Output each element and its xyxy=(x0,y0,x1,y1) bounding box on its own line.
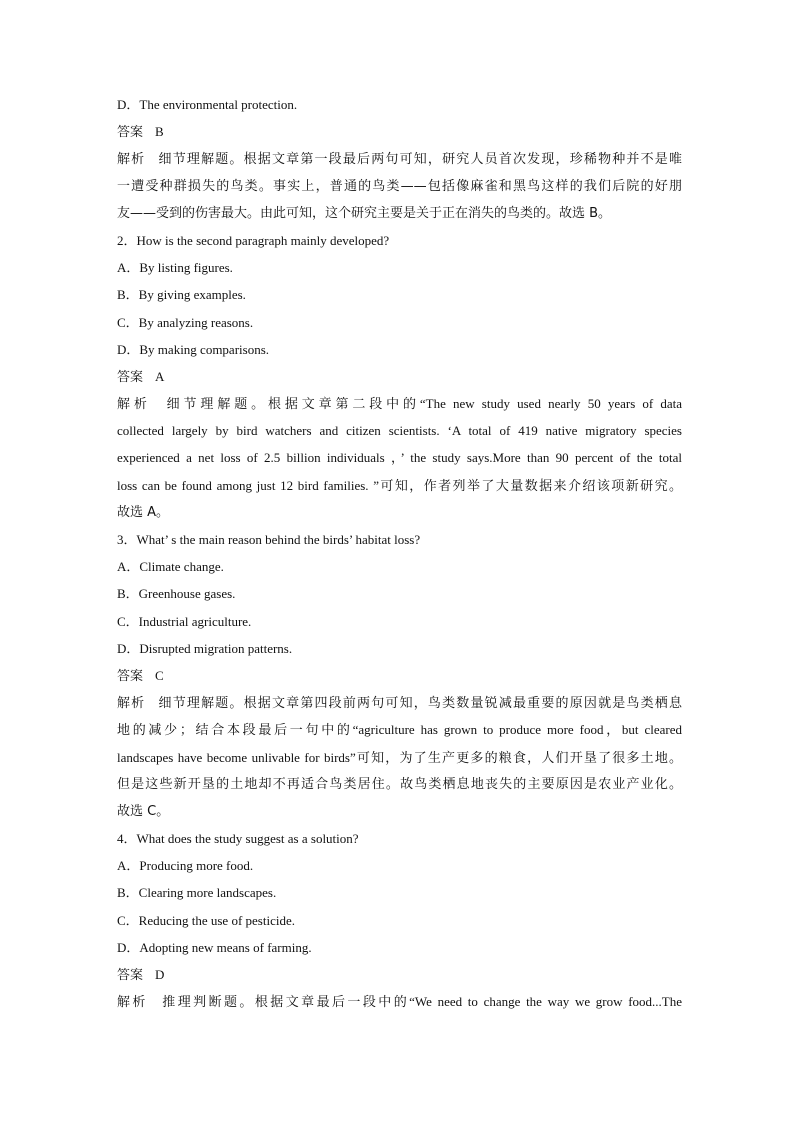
q4-option-a: A．Producing more food. xyxy=(117,858,254,874)
q2-analysis-line: experienced a net loss of 2.5 billion individuals ，’ the study says.More than 90 percent of the total xyxy=(117,450,682,466)
q3-option-c: C．Industrial agriculture. xyxy=(117,613,252,629)
q1-analysis-line: 友——受到的伤害最大。由此可知，这个研究主要是关于正在消失的鸟类的。故选 B。 xyxy=(117,205,612,221)
q2-option-a: A．By listing figures. xyxy=(117,260,233,276)
answer-value: D xyxy=(155,967,165,982)
q4-analysis-line xyxy=(117,988,682,1015)
answer-label: 答案 xyxy=(117,668,144,684)
q3-option-b: B．Greenhouse gases. xyxy=(117,586,236,602)
q4-option-d: D．Adopting new means of farming. xyxy=(117,939,312,955)
q2-option-d: D．By making comparisons. xyxy=(117,341,270,357)
q3-analysis-line: landscapes have become unlivable for birds”可知，为了生产更多的粮食，人们开垦了很多土地。 xyxy=(117,749,682,765)
analysis-text: 细节理解题。根据文章第一段最后两句可知，研究人员首次发现，珍稀物种并不是唯 xyxy=(157,152,682,168)
q2-answer xyxy=(117,363,682,390)
q2-option-c: C．By analyzing reasons. xyxy=(117,314,254,330)
q3-analysis-line: 故选 C。 xyxy=(117,803,170,819)
q3-question: 3．What’ s the main reason behind the birds’ habitat loss? xyxy=(117,532,421,547)
q2-analysis-line: collected largely by bird watchers and citizen scientists. ‘A total of 419 native migratory species xyxy=(117,423,682,439)
q3-option-d: D．Disrupted migration patterns. xyxy=(117,640,293,656)
analysis-text: 推理判断题。根据文章最后一段中的“We need to change the way we grow food...The xyxy=(159,994,682,1010)
analysis-label: 解析 xyxy=(117,397,151,413)
analysis-label: 解析 xyxy=(117,152,146,168)
q2-option-b: B．By giving examples. xyxy=(117,287,246,303)
answer-label: 答案 xyxy=(117,369,144,385)
answer-value: B xyxy=(155,124,164,140)
analysis-label: 解析 xyxy=(117,696,146,712)
answer-value: C xyxy=(155,667,164,683)
q3-option-a: A．Climate change. xyxy=(117,559,224,575)
q3-answer xyxy=(117,662,682,689)
answer-value: A xyxy=(155,368,165,384)
q3-analysis-line xyxy=(117,689,682,716)
q2-analysis-line xyxy=(117,390,682,417)
q1-option-d: D．The environmental protection. xyxy=(117,97,298,112)
q3-analysis-line: 但是这些新开垦的土地却不再适合鸟类居住。故鸟类栖息地丧失的主要原因是农业产业化。 xyxy=(117,776,682,792)
q4-question: 4．What does the study suggest as a solution? xyxy=(117,831,359,847)
q4-answer xyxy=(117,961,682,988)
q2-analysis-line: loss can be found among just 12 bird families. ”可知，作者列举了大量数据来介绍该项新研究。 xyxy=(117,477,682,493)
analysis-label: 解析 xyxy=(117,995,148,1011)
q1-analysis-line: 一遭受种群损失的鸟类。事实上，普通的鸟类——包括像麻雀和黑鸟这样的我们后院的好朋 xyxy=(117,178,682,194)
answer-label: 答案 xyxy=(117,968,144,983)
answer-label: 答案 xyxy=(117,125,144,141)
q4-option-c: C．Reducing the use of pesticide. xyxy=(117,912,295,928)
analysis-text: 细节理解题。根据文章第四段前两句可知，鸟类数量锐减最重要的原因就是鸟类栖息 xyxy=(157,696,682,712)
q4-option-b: B．Clearing more landscapes. xyxy=(117,885,277,901)
q1-answer xyxy=(117,118,682,145)
q3-analysis-line: 地的减少；结合本段最后一句中的“agriculture has grown to produce more food，but cleared xyxy=(117,722,682,738)
q2-analysis-line: 故选 A。 xyxy=(117,504,170,520)
q1-analysis-line xyxy=(117,145,682,172)
document-page xyxy=(117,91,682,1015)
analysis-text: 细节理解题。根据文章第二段中的“The new study used nearly 50 years of data xyxy=(162,396,682,412)
q2-question: 2．How is the second paragraph mainly developed? xyxy=(117,232,390,248)
